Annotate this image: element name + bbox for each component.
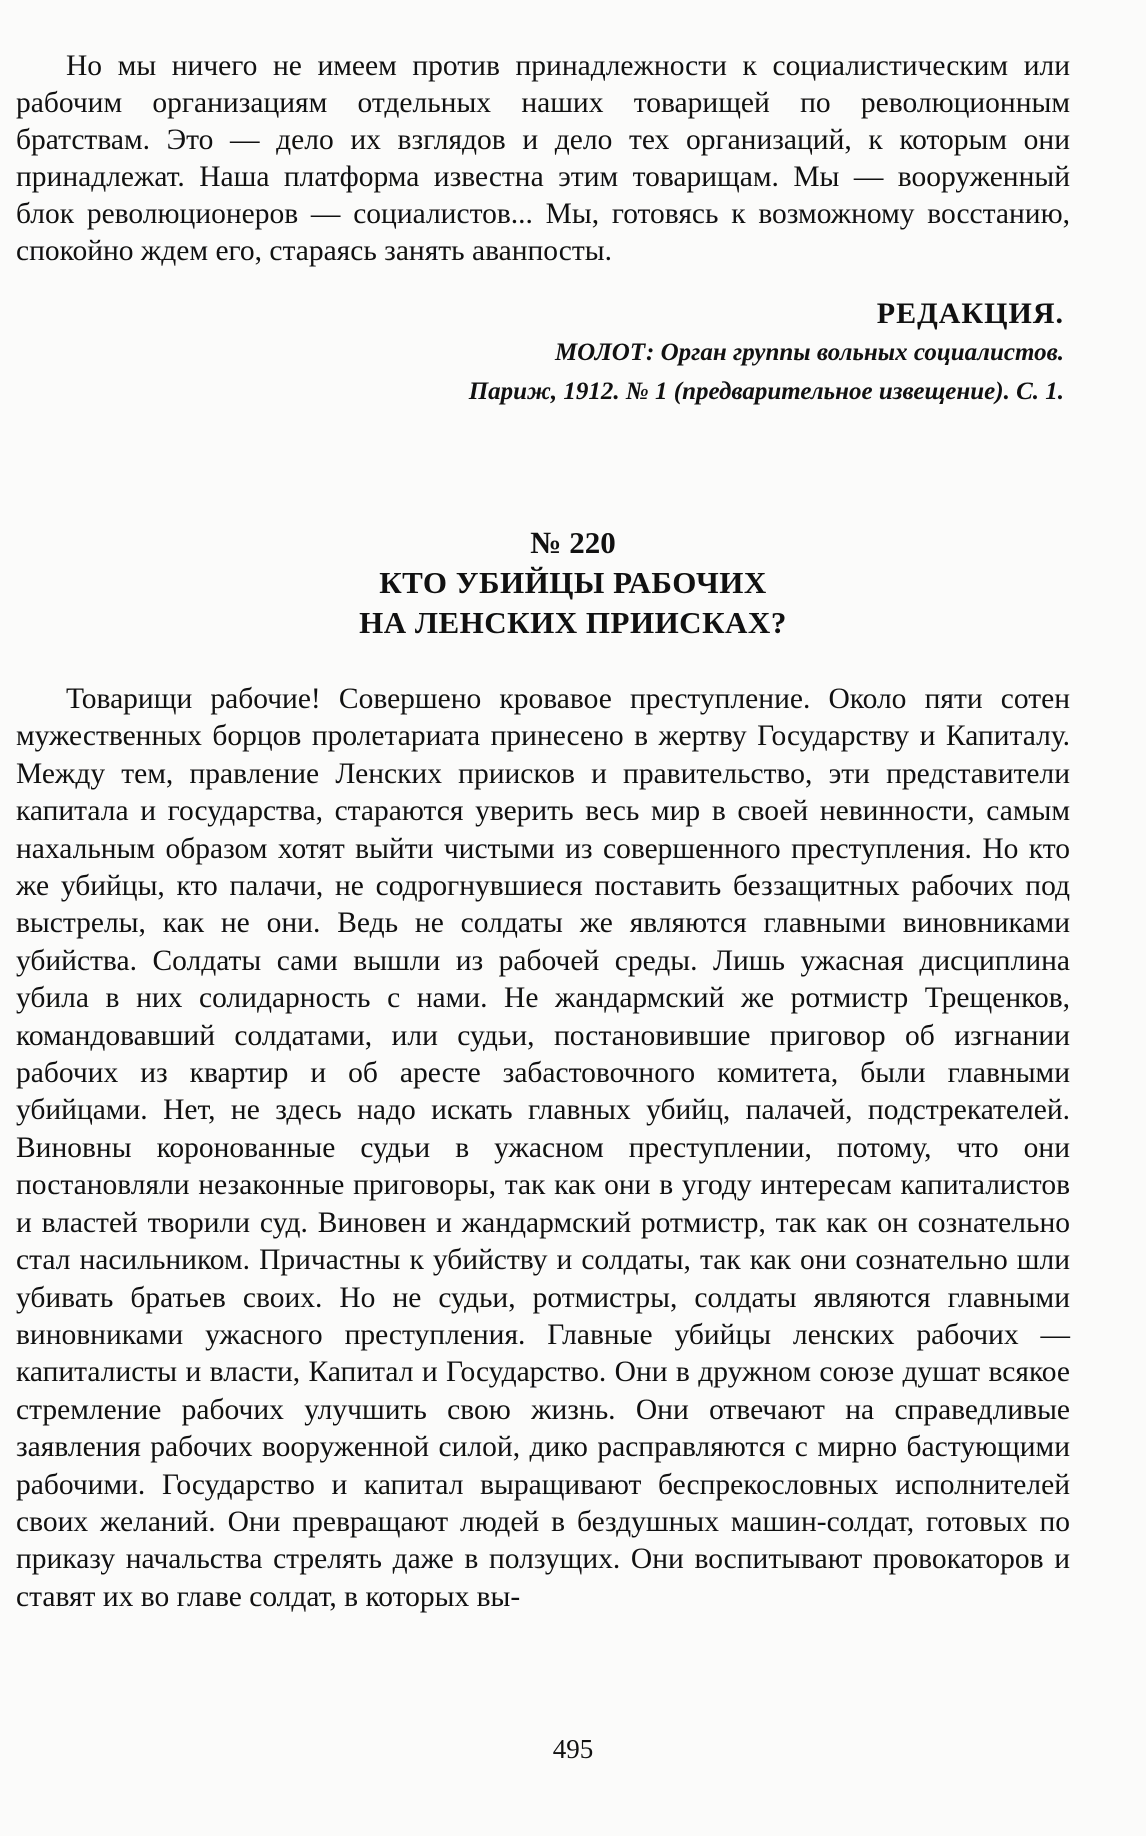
page-number: 495 <box>552 1734 594 1764</box>
document-title-line-2: НА ЛЕНСКИХ ПРИИСКАХ? <box>359 605 787 640</box>
source-citation-line-2: Париж, 1912. № 1 (предварительное извещение). С. 1. <box>468 378 1064 405</box>
main-paragraph: Товарищи рабочие! Совершено кровавое преступление. Около пяти сотен мужественных борцов пролетариата принесено в жертву Государству и Капиталу. Между тем, правление Ленских приисков и правительство, эти представители капитала и государства, стараются уверить весь мир в своей невинности, самым нахальным образом хотят выйти чистыми из совершенного преступления. Но кто же убийцы, кто палачи, не содрогнувшиеся поставить беззащитных рабочих под выстрелы, как не они. Ведь не солдаты же являются главными виновниками убийства. Солдаты сами вышли из рабочей среды. Лишь ужасная дисциплина убила в них солидарность с нами. Не жандармский же ротмистр Трещенков, командовавший солдатами, или судьи, постановившие приговор об изгнании рабочих из квартир и об аресте забастовочного комитета, были главными убийцами. Нет, не здесь надо искать главных убийц, палачей, подстрекателей. Виновны коронованные судьи в ужасном преступлении, потому, что они постановляли незаконные приговоры, так как они в угоду интересам капиталистов и властей творили суд. Виновен и жандармский ротмистр, так как он сознательно стал насильником. Причастны к убийству и солдаты, так как они сознательно шли убивать братьев своих. Но не судьи, ротмистры, солдаты являются главными виновниками ужасного преступления. Главные убийцы ленских рабочих — капиталисты и власти, Капитал и Государство. Они в дружном союзе душат всякое стремление рабочих улучшить свою жизнь. Они отвечают на справедливые заявления рабочих вооруженной силой, дико расправляются с мирно бастующими рабочими. Государство и капитал выращивают беспрекословных исполнителей своих желаний. Они превращают людей в бездушных машин-солдат, готовых по приказу начальства стрелять даже в ползущих. Они воспитывают провокаторов и ставят их во главе солдат, в которых вы- <box>16 683 1070 1613</box>
document-title-line-1: КТО УБИЙЦЫ РАБОЧИХ <box>379 565 767 600</box>
source-citation-line-1: МОЛОТ: Орган группы вольных социалистов. <box>554 339 1064 366</box>
intro-paragraph: Но мы ничего не имеем против принадлежности к социалистическим или рабочим организациям отдельных наших товарищей по революционным братствам. Это — дело их взглядов и дело тех организаций, к которым они принадлежат. Наша платформа известна этим товарищам. Мы — вооруженный блок революционеров — социалистов... Мы, готовясь к возможному восстанию, спокойно ждем его, стараясь занять аванпосты. <box>16 50 1070 267</box>
signature: РЕДАКЦИЯ. <box>876 297 1064 330</box>
document-number: № 220 <box>530 525 616 560</box>
